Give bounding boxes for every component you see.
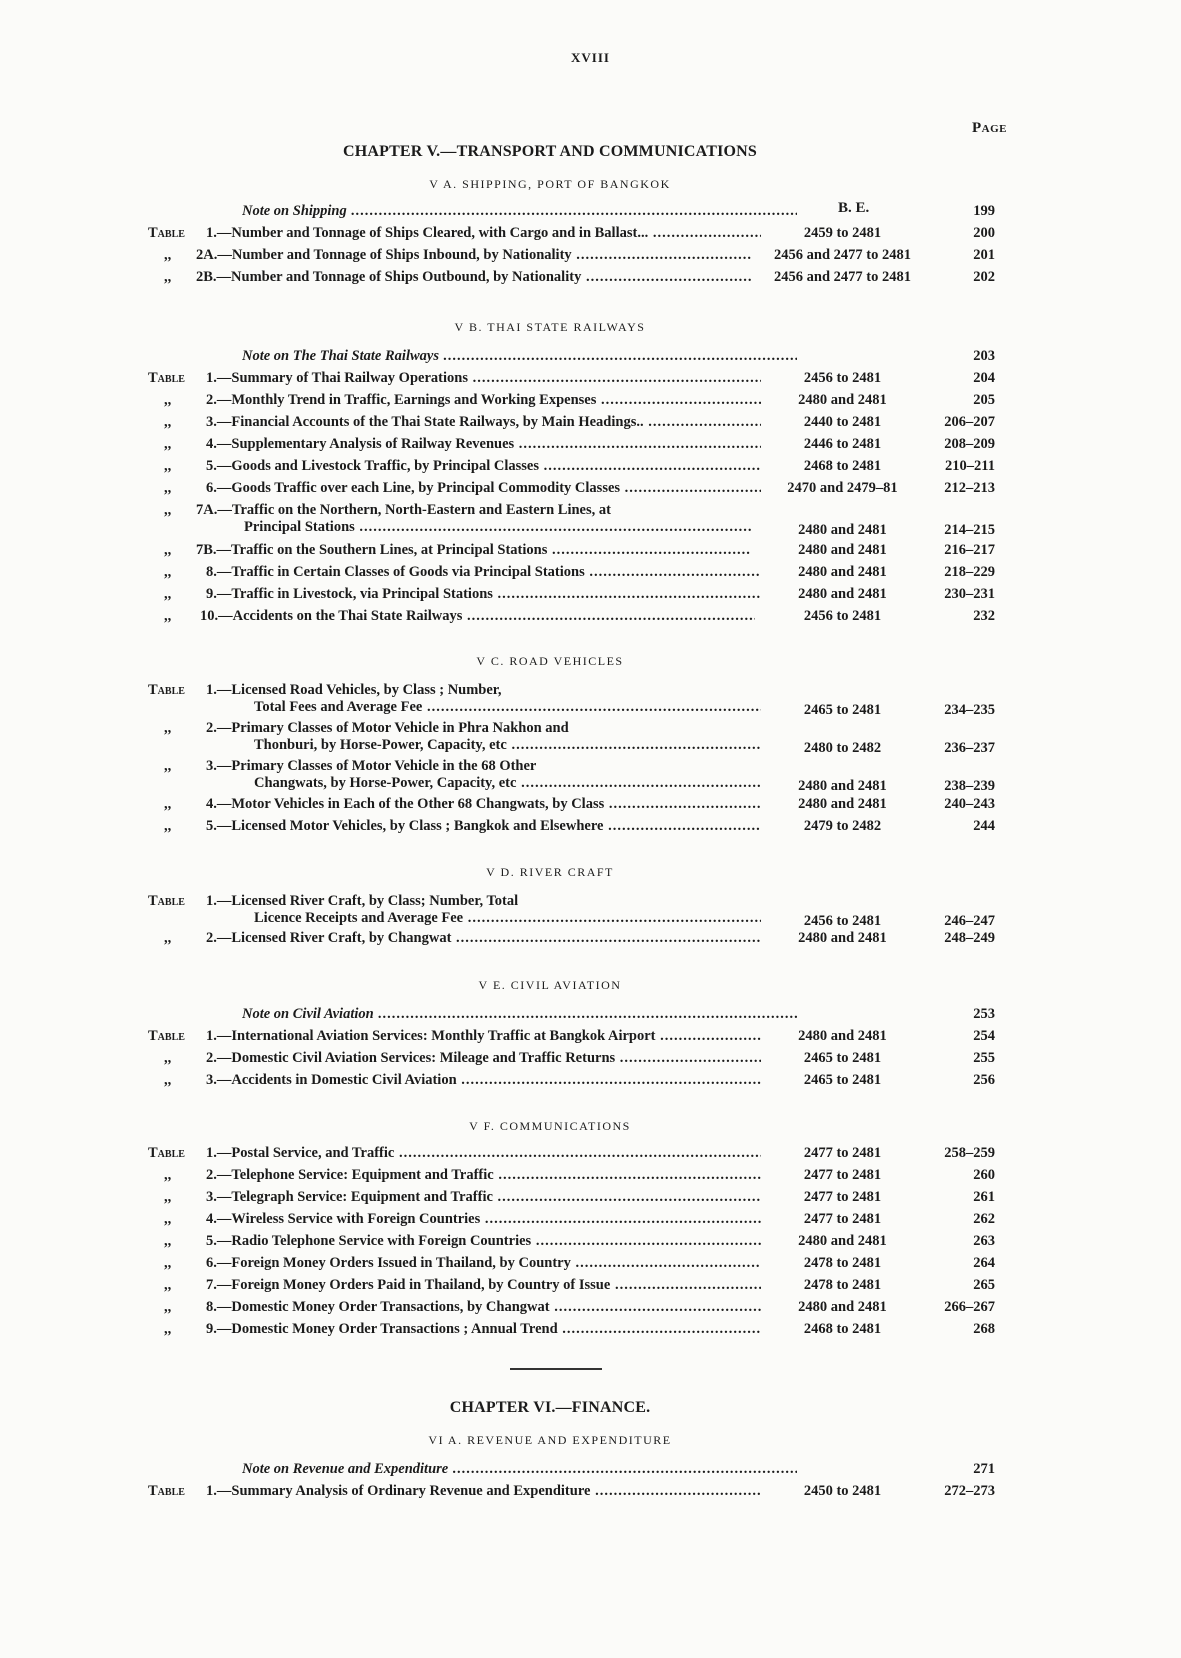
entry-years: 2480 and 2481 [798, 1233, 887, 1249]
ditto-marker: ,, [164, 586, 172, 602]
table-marker: Table [148, 1483, 185, 1499]
ditto-marker: ,, [164, 458, 172, 474]
toc-entry [0, 414, 1181, 434]
entry-page: 254 [973, 1028, 995, 1044]
entry-years: 2477 to 2481 [803, 1189, 882, 1205]
toc-entry [0, 1211, 1181, 1231]
toc-entry [0, 1072, 1181, 1092]
toc-entry [0, 1321, 1181, 1341]
entry-page: 230–231 [944, 586, 995, 602]
toc-entry [0, 930, 1181, 950]
entry-years: 2480 to 2482 [803, 740, 882, 756]
toc-entry [0, 1145, 1181, 1165]
entry-description: 5.—Radio Telephone Service with Foreign Countries ..... [206, 1233, 761, 1250]
entry-years: 2470 and 2479–81 [787, 480, 898, 496]
entry-page: 271 [973, 1461, 995, 1477]
toc-entry [0, 1189, 1181, 1209]
chapter-title: CHAPTER VI.—FINANCE. [449, 1399, 651, 1416]
entry-years: 2446 to 2481 [803, 436, 882, 452]
entry-description: 8.—Domestic Money Order Transactions, by Changwat ..... [206, 1299, 761, 1316]
toc-entry [0, 893, 1181, 933]
toc-entry [0, 1299, 1181, 1319]
entry-page: 258–259 [944, 1145, 995, 1161]
toc-entry [0, 1167, 1181, 1187]
entry-description: 9.—Domestic Money Order Transactions ; Annual Trend ..... [206, 1321, 761, 1338]
entry-page: 256 [973, 1072, 995, 1088]
entry-page: 262 [973, 1211, 995, 1227]
toc-entry [0, 1233, 1181, 1253]
ditto-marker: ,, [164, 502, 172, 518]
entry-description: 10.—Accidents on the Thai State Railways ..... [200, 608, 755, 625]
entry-years: 2480 and 2481 [798, 522, 887, 538]
entry-description: 7.—Foreign Money Orders Paid in Thailand, by Country of Issue ..... [206, 1277, 761, 1294]
entry-years: 2477 to 2481 [803, 1145, 882, 1161]
entry-page: 253 [973, 1006, 995, 1022]
entry-years: 2480 and 2481 [798, 392, 887, 408]
entry-page: 212–213 [944, 480, 995, 496]
entry-page: 206–207 [944, 414, 995, 430]
entry-description: 8.—Traffic in Certain Classes of Goods via Principal Stations ..... [206, 564, 761, 581]
entry-description: 3.—Accidents in Domestic Civil Aviation ..... [206, 1072, 761, 1089]
entry-page: 201 [973, 247, 995, 263]
ditto-marker: ,, [164, 608, 172, 624]
entry-description: 3.—Financial Accounts of the Thai State Railways, by Main Headings.. ..... [206, 414, 761, 431]
section-heading: VI A. REVENUE AND EXPENDITURE [428, 1433, 672, 1447]
entry-years: 2468 to 2481 [803, 1321, 882, 1337]
entry-page: 218–229 [944, 564, 995, 580]
section-heading: V B. THAI STATE RAILWAYS [454, 320, 646, 334]
entry-years: 2450 to 2481 [803, 1483, 882, 1499]
toc-entry [0, 1050, 1181, 1070]
entry-years: 2480 and 2481 [798, 1299, 887, 1315]
ditto-marker: ,, [164, 758, 172, 774]
ditto-marker: ,, [164, 1167, 172, 1183]
entry-years: 2456 to 2481 [803, 913, 882, 929]
entry-description: 4.—Wireless Service with Foreign Countries ..... [206, 1211, 761, 1228]
entry-page: 203 [973, 348, 995, 364]
entry-description: 1.—International Aviation Services: Monthly Traffic at Bangkok Airport ..... [206, 1028, 761, 1045]
entry-page: 205 [973, 392, 995, 408]
entry-page: 240–243 [944, 796, 995, 812]
entry-description: 2.—Licensed River Craft, by Changwat ..... [206, 930, 761, 947]
entry-description: 5.—Goods and Livestock Traffic, by Principal Classes ..... [206, 458, 761, 475]
entry-page: 199 [973, 203, 995, 219]
entry-years: 2479 to 2482 [803, 818, 882, 834]
entry-description-line: 3.—Primary Classes of Motor Vehicle in the 68 Other [206, 758, 537, 774]
entry-page: 260 [973, 1167, 995, 1183]
entry-description: Note on Shipping ..... [242, 203, 797, 220]
entry-description: 2.—Monthly Trend in Traffic, Earnings and Working Expenses ..... [206, 392, 761, 409]
entry-years: 2478 to 2481 [803, 1255, 882, 1271]
entry-description-continuation: Thonburi, by Horse-Power, Capacity, etc ..... [206, 737, 761, 754]
entry-page: 200 [973, 225, 995, 241]
table-marker: Table [148, 682, 185, 698]
entry-page: 204 [973, 370, 995, 386]
entry-description: 3.—Telegraph Service: Equipment and Traffic ..... [206, 1189, 761, 1206]
entry-page: 234–235 [944, 702, 995, 718]
ditto-marker: ,, [164, 1050, 172, 1066]
entry-description [206, 720, 761, 754]
entry-page: 216–217 [944, 542, 995, 558]
entry-years: 2480 and 2481 [798, 778, 887, 794]
entry-years: 2480 and 2481 [798, 564, 887, 580]
ditto-marker: ,, [164, 1299, 172, 1315]
ditto-marker: ,, [164, 247, 172, 263]
toc-entry [0, 682, 1181, 722]
entry-years: 2456 and 2477 to 2481 [774, 269, 911, 285]
toc-entry [0, 720, 1181, 760]
ditto-marker: ,, [164, 564, 172, 580]
entry-page: 266–267 [944, 1299, 995, 1315]
section-heading: V F. COMMUNICATIONS [469, 1119, 631, 1133]
entry-years: 2465 to 2481 [803, 1050, 882, 1066]
toc-entry [0, 458, 1181, 478]
entry-years: 2465 to 2481 [803, 702, 882, 718]
toc-entry [0, 564, 1181, 584]
entry-description [206, 893, 761, 927]
ditto-marker: ,, [164, 269, 172, 285]
ditto-marker: ,, [164, 1211, 172, 1227]
ditto-marker: ,, [164, 818, 172, 834]
entry-description [206, 758, 761, 792]
entry-description [196, 502, 751, 536]
table-marker: Table [148, 893, 185, 909]
toc-entry [0, 818, 1181, 838]
entry-years: 2456 and 2477 to 2481 [774, 247, 911, 263]
toc-entry [0, 1461, 1181, 1481]
entry-description: Note on The Thai State Railways ..... [242, 348, 797, 365]
table-marker: Table [148, 370, 185, 386]
entry-years: 2456 to 2481 [803, 370, 882, 386]
entry-page: 264 [973, 1255, 995, 1271]
entry-page: 238–239 [944, 778, 995, 794]
section-heading: V E. CIVIL AVIATION [478, 978, 622, 992]
entry-page: 236–237 [944, 740, 995, 756]
entry-page: 248–249 [944, 930, 995, 946]
entry-description-continuation: Total Fees and Average Fee ..... [206, 699, 761, 716]
entry-description: 1.—Summary of Thai Railway Operations ..... [206, 370, 761, 387]
toc-entry [0, 1483, 1181, 1503]
ditto-marker: ,, [164, 930, 172, 946]
entry-description: 5.—Licensed Motor Vehicles, by Class ; Bangkok and Elsewhere ..... [206, 818, 761, 835]
toc-entry [0, 796, 1181, 816]
entry-page: 214–215 [944, 522, 995, 538]
ditto-marker: ,, [164, 436, 172, 452]
entry-years: 2440 to 2481 [803, 414, 882, 430]
entry-page: 232 [973, 608, 995, 624]
ditto-marker: ,, [164, 392, 172, 408]
toc-entry [0, 370, 1181, 390]
entry-page: 265 [973, 1277, 995, 1293]
entry-years: 2478 to 2481 [803, 1277, 882, 1293]
entry-page: 202 [973, 269, 995, 285]
entry-description: 6.—Foreign Money Orders Issued in Thailand, by Country ..... [206, 1255, 761, 1272]
section-divider [510, 1368, 602, 1370]
entry-years: 2480 and 2481 [798, 586, 887, 602]
entry-description-line: 1.—Licensed River Craft, by Class; Number, Total [206, 893, 519, 909]
entry-description-line: 1.—Licensed Road Vehicles, by Class ; Number, [206, 682, 502, 698]
table-marker: Table [148, 1145, 185, 1161]
entry-years: 2480 and 2481 [798, 796, 887, 812]
entry-years: 2477 to 2481 [803, 1167, 882, 1183]
entry-description: 9.—Traffic in Livestock, via Principal Stations ..... [206, 586, 761, 603]
page-number: XVIII [571, 50, 610, 65]
entry-description: 1.—Number and Tonnage of Ships Cleared, with Cargo and in Ballast... ..... [206, 225, 761, 242]
toc-entry [0, 502, 1181, 542]
toc-entry [0, 1006, 1181, 1026]
table-marker: Table [148, 225, 185, 241]
ditto-marker: ,, [164, 720, 172, 736]
entry-description: 7B.—Traffic on the Southern Lines, at Principal Stations ..... [196, 542, 751, 559]
entry-years: 2477 to 2481 [803, 1211, 882, 1227]
entry-page: 263 [973, 1233, 995, 1249]
entry-description: 2.—Domestic Civil Aviation Services: Mileage and Traffic Returns ..... [206, 1050, 761, 1067]
toc-entry [0, 758, 1181, 798]
entry-years: 2480 and 2481 [798, 930, 887, 946]
ditto-marker: ,, [164, 796, 172, 812]
page-column-label: Page [972, 120, 1007, 136]
entry-page: 246–247 [944, 913, 995, 929]
entry-description-line: 2.—Primary Classes of Motor Vehicle in Phra Nakhon and [206, 720, 569, 736]
entry-description: Note on Revenue and Expenditure ..... [242, 1461, 797, 1478]
toc-entry [0, 269, 1181, 289]
entry-description: 1.—Postal Service, and Traffic ..... [206, 1145, 761, 1162]
entry-description-continuation: Changwats, by Horse-Power, Capacity, etc ..... [206, 775, 761, 792]
entry-description [206, 682, 761, 716]
entry-description: 4.—Supplementary Analysis of Railway Revenues ..... [206, 436, 761, 453]
entry-description: 2.—Telephone Service: Equipment and Traffic ..... [206, 1167, 761, 1184]
toc-entry [0, 542, 1181, 562]
ditto-marker: ,, [164, 480, 172, 496]
entry-page: 255 [973, 1050, 995, 1066]
entry-page: 208–209 [944, 436, 995, 452]
entry-description: 6.—Goods Traffic over each Line, by Principal Commodity Classes ..... [206, 480, 761, 497]
toc-entry [0, 203, 1181, 223]
toc-entry [0, 1028, 1181, 1048]
ditto-marker: ,, [164, 1189, 172, 1205]
ditto-marker: ,, [164, 1321, 172, 1337]
entry-page: 210–211 [945, 458, 995, 474]
section-heading: V A. SHIPPING, PORT OF BANGKOK [429, 177, 671, 191]
table-marker: Table [148, 1028, 185, 1044]
entry-description: 2B.—Number and Tonnage of Ships Outbound, by Nationality ..... [196, 269, 751, 286]
entry-description: 1.—Summary Analysis of Ordinary Revenue and Expenditure ..... [206, 1483, 761, 1500]
ditto-marker: ,, [164, 1233, 172, 1249]
toc-entry [0, 225, 1181, 245]
toc-entry [0, 1255, 1181, 1275]
entry-page: 272–273 [944, 1483, 995, 1499]
toc-entry [0, 392, 1181, 412]
section-heading: V D. RIVER CRAFT [486, 865, 614, 879]
entry-years: 2480 and 2481 [798, 1028, 887, 1044]
toc-entry [0, 348, 1181, 368]
entry-years: 2459 to 2481 [803, 225, 882, 241]
ditto-marker: ,, [164, 1277, 172, 1293]
entry-years: 2456 to 2481 [803, 608, 882, 624]
be-column-label: B. E. [838, 200, 870, 216]
entry-page: 244 [973, 818, 995, 834]
entry-years: 2468 to 2481 [803, 458, 882, 474]
toc-entry [0, 608, 1181, 628]
entry-description: Note on Civil Aviation ..... [242, 1006, 797, 1023]
toc-entry [0, 480, 1181, 500]
ditto-marker: ,, [164, 414, 172, 430]
entry-page: 261 [973, 1189, 995, 1205]
entry-description-continuation: Licence Receipts and Average Fee ..... [206, 910, 761, 927]
toc-entry [0, 1277, 1181, 1297]
toc-entry [0, 586, 1181, 606]
ditto-marker: ,, [164, 1255, 172, 1271]
entry-description-continuation: Principal Stations ..... [196, 519, 751, 536]
entry-description: 4.—Motor Vehicles in Each of the Other 68 Changwats, by Class ..... [206, 796, 761, 813]
entry-description-line: 7A.—Traffic on the Northern, North-Eastern and Eastern Lines, at [196, 502, 611, 518]
entry-page: 268 [973, 1321, 995, 1337]
entry-description: 2A.—Number and Tonnage of Ships Inbound, by Nationality ..... [196, 247, 751, 264]
ditto-marker: ,, [164, 542, 172, 558]
section-heading: V C. ROAD VEHICLES [476, 654, 624, 668]
ditto-marker: ,, [164, 1072, 172, 1088]
toc-entry [0, 247, 1181, 267]
toc-entry [0, 436, 1181, 456]
chapter-title: CHAPTER V.—TRANSPORT AND COMMUNICATIONS [342, 143, 758, 160]
entry-years: 2480 and 2481 [798, 542, 887, 558]
entry-years: 2465 to 2481 [803, 1072, 882, 1088]
